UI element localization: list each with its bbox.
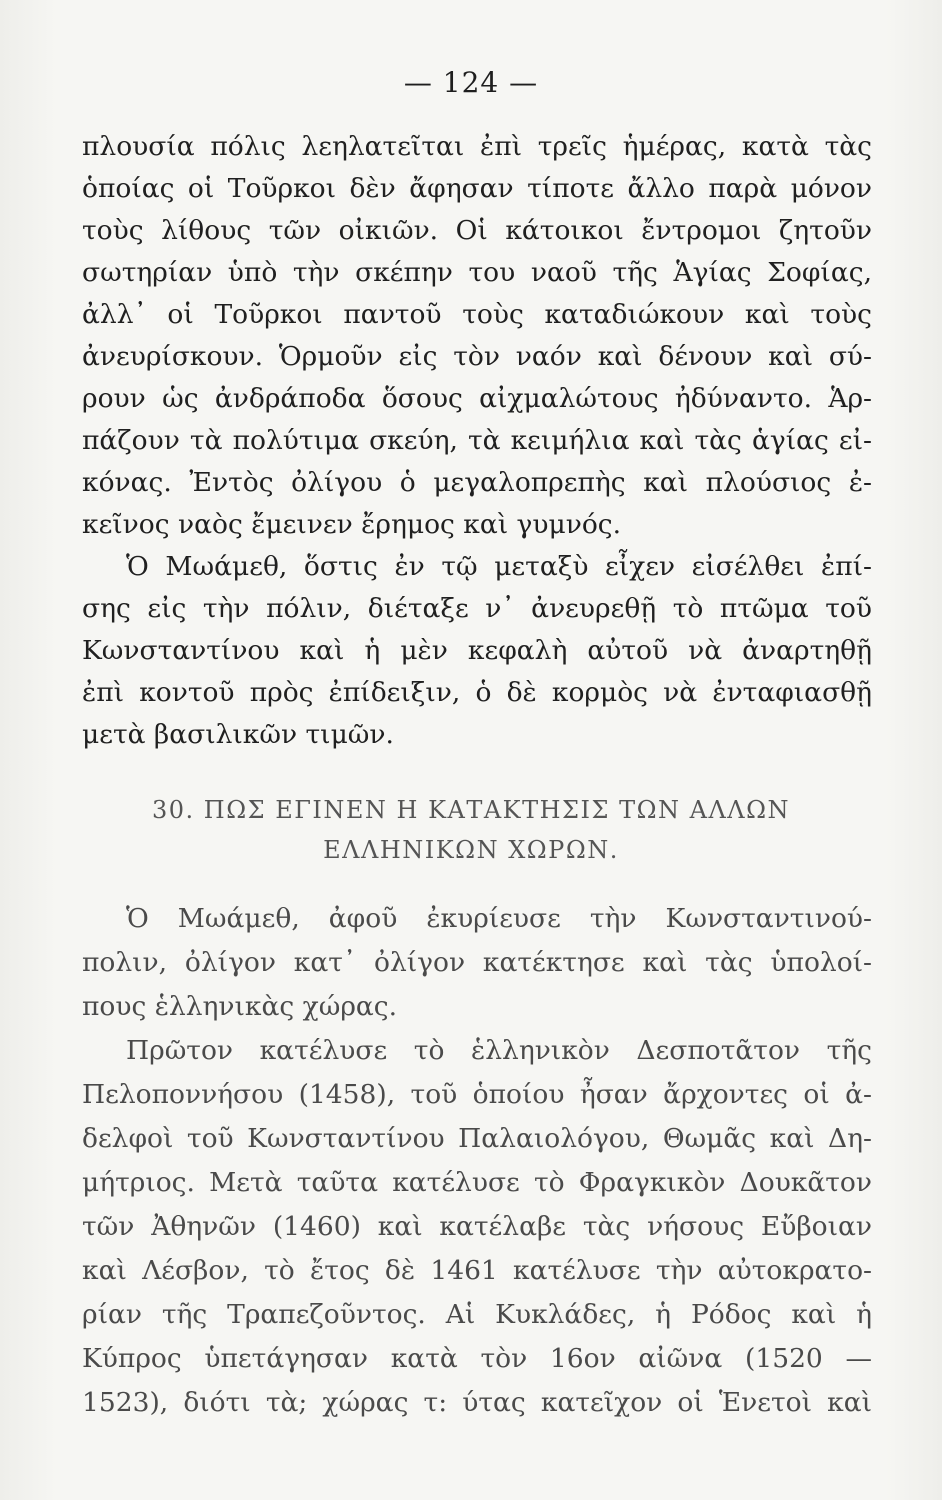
text-line: ἀλλ᾽ οἱ Τοῦρκοι παντοῦ τοὺς καταδιώκουν καὶ τοὺς <box>82 299 872 330</box>
text-line: Κύπρος ὑπετάγησαν κατὰ τὸν 16ον αἰῶνα (1520 — <box>82 1343 872 1374</box>
text-line: ρίαν τῆς Τραπεζοῦντος. Αἱ Κυκλάδες, ἡ Ρόδος καὶ ἡ <box>82 1299 872 1330</box>
text-line: δελφοὶ τοῦ Κωνσταντίνου Παλαιολόγου, Θωμᾶς καὶ Δη- <box>82 1123 872 1154</box>
text-line: σωτηρίαν ὑπὸ τὴν σκέπην του ναοῦ τῆς Ἁγίας Σοφίας, <box>82 257 872 288</box>
text-line: Πελοποννήσου (1458), τοῦ ὁποίου ἦσαν ἄρχοντες οἱ ἀ- <box>82 1079 872 1110</box>
text-line: πλουσία πόλις λεηλατεῖται ἐπὶ τρεῖς ἡμέρας, κατὰ τὰς <box>82 131 872 162</box>
text-line: ρουν ὡς ἀνδράποδα ὅσους αἰχμαλώτους ἠδύναντο. Ἁρ- <box>82 383 872 414</box>
text-line: πολιν, ὀλίγον κατ᾽ ὀλίγον κατέκτησε καὶ τὰς ὑπολοί- <box>82 947 872 978</box>
text-line: ὁποίας οἱ Τοῦρκοι δὲν ἄφησαν τίποτε ἄλλο παρὰ μόνον <box>82 173 872 204</box>
text-line: μετὰ βασιλικῶν τιμῶν. <box>82 719 394 750</box>
section-heading-line-1: 30. ΠΩΣ ΕΓΙΝΕΝ Η ΚΑΤΑΚΤΗΣΙΣ ΤΩΝ ΑΛΛΩΝ <box>151 796 791 824</box>
text-line: πάζουν τὰ πολύτιμα σκεύη, τὰ κειμήλια καὶ τὰς ἁγίας εἰ- <box>82 425 872 456</box>
text-line: σης εἰς τὴν πόλιν, διέταξε ν᾽ ἀνευρεθῇ τὸ πτῶμα τοῦ <box>82 593 872 624</box>
text-line: 1523), διότι τὰ; χώρας τ: ύτας κατεῖχον οἱ Ἑνετοὶ καὶ <box>82 1387 872 1418</box>
text-line: ἐπὶ κοντοῦ πρὸς ἐπίδειξιν, ὁ δὲ κορμὸς νὰ ἐνταφιασθῇ <box>82 677 872 708</box>
text-line: μήτριος. Μετὰ ταῦτα κατέλυσε τὸ Φραγκικὸν Δουκᾶτον <box>82 1167 872 1198</box>
text-line: Πρῶτον κατέλυσε τὸ ἑλληνικὸν Δεσποτᾶτον τῆς <box>126 1035 872 1066</box>
text-line: ἀνευρίσκουν. Ὁρμοῦν εἰς τὸν ναόν καὶ δένουν καὶ σύ- <box>82 341 872 372</box>
text-line: Ὁ Μωάμεθ, ὅστις ἐν τῷ μεταξὺ εἶχεν εἰσέλθει ἐπί- <box>126 551 872 582</box>
section-heading-line-2: ΕΛΛΗΝΙΚΩΝ ΧΩΡΩΝ. <box>323 836 619 864</box>
text-line: πους ἑλληνικὰς χώρας. <box>82 991 398 1022</box>
text-line: Κωνσταντίνου καὶ ἡ μὲν κεφαλὴ αὐτοῦ νὰ ἀναρτηθῇ <box>82 635 872 666</box>
text-line: τοὺς λίθους τῶν οἰκιῶν. Οἱ κάτοικοι ἔντρομοι ζητοῦν <box>82 215 872 246</box>
text-line: καὶ Λέσβον, τὸ ἔτος δὲ 1461 κατέλυσε τὴν αὐτοκρατο- <box>82 1255 872 1286</box>
text-line: τῶν Ἀθηνῶν (1460) καὶ κατέλαβε τὰς νήσους Εὔβοιαν <box>82 1211 872 1242</box>
text-line: κεῖνος ναὸς ἔμεινεν ἔρημος καὶ γυμνός. <box>82 509 622 540</box>
text-line: Ὁ Μωάμεθ, ἀφοῦ ἐκυρίευσε τὴν Κωνσταντινού- <box>126 903 872 934</box>
text-line: κόνας. Ἐντὸς ὀλίγου ὁ μεγαλοπρεπὴς καὶ πλούσιος ἐ- <box>82 467 872 498</box>
page-number: — 124 — <box>403 66 539 99</box>
